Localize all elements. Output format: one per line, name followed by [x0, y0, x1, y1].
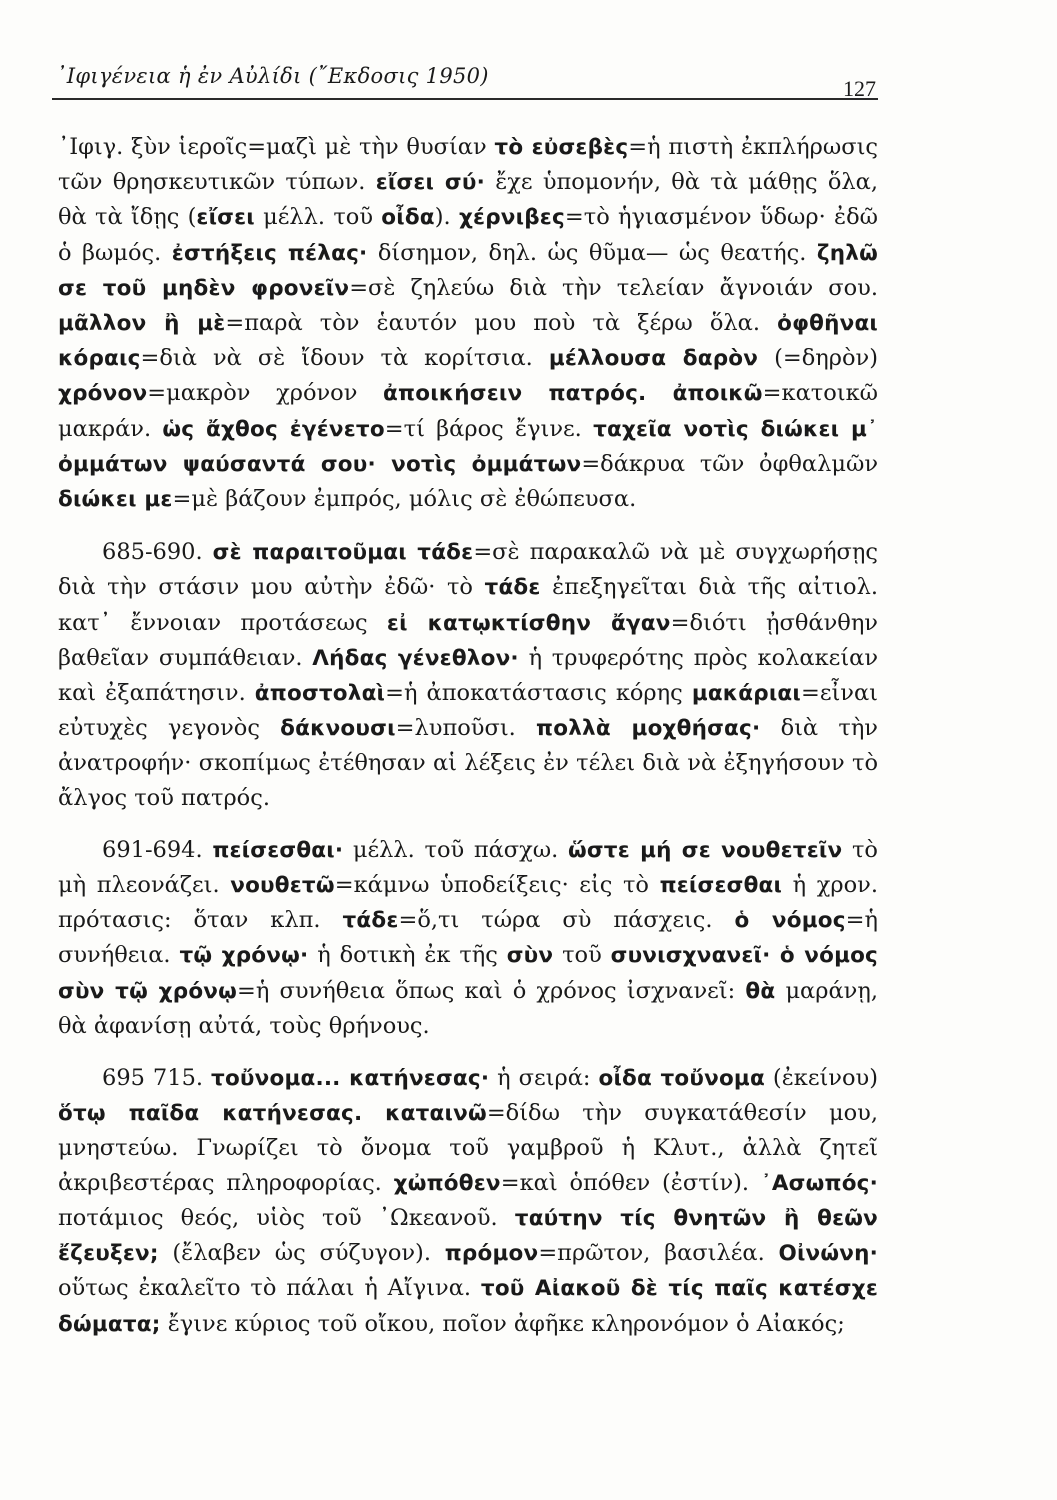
lemma-term: ὥστε μή σε νουθετεῖν: [567, 837, 843, 863]
lemma-term: νουθετῶ: [230, 873, 335, 899]
gloss-text: =ἡ συνήθεια.: [58, 907, 878, 969]
lemma-term: θὰ: [745, 978, 776, 1004]
lemma-term: πείσεσθαι·: [212, 837, 344, 863]
gloss-text: =τὸ ἡγιασμένον ὕδωρ· ἐδῶ ὁ βωμός.: [58, 204, 878, 266]
gloss-text: =καὶ ὁπόθεν (ἐστίν).: [500, 1169, 761, 1196]
gloss-text: =δάκρυα τῶν ὀφθαλμῶν: [581, 450, 879, 477]
lemma-term: εἴσει: [196, 205, 255, 231]
gloss-text: (=δηρὸν): [758, 345, 878, 372]
paragraph: [58, 130, 878, 517]
gloss-text: =διὰ νὰ σὲ ἴδουν τὰ κορίτσια.: [140, 345, 549, 372]
gloss-text: τὸ μὴ πλεονάζει.: [58, 836, 878, 899]
gloss-text: ἡ τρυφερότης πρὸς κολακείαν καὶ ἐξαπάτησιν.: [58, 644, 879, 707]
lemma-term: εἴσει σύ·: [375, 170, 485, 196]
page-number: 127: [843, 76, 876, 101]
gloss-text: ἐπεξηγεῖται διὰ τῆς αἰτιολ. κατ᾿ ἔννοιαν προτάσεως: [58, 574, 878, 636]
gloss-text: τοῦ: [553, 942, 611, 969]
gloss-text: =εἶναι εὐτυχὲς γεγονὸς: [58, 680, 878, 742]
lemma-term: ζηλῶ σε τοῦ μηδὲν φρονεῖν: [58, 240, 878, 301]
lemma-term: ταχεῖα νοτὶς διώκει μ᾿ ὀμμάτων ψαύσαντά σου· νοτὶς ὀμμάτων: [58, 416, 878, 477]
gloss-text: οὕτως ἐκαλεῖτο τὸ πάλαι ἡ Αἴγινα.: [58, 1275, 481, 1302]
gloss-text: ἡ δοτικὴ ἐκ τῆς: [308, 942, 507, 969]
lemma-term: πρόμον: [444, 1241, 539, 1267]
lemma-term: χρόνον: [58, 381, 148, 407]
lemma-term: διώκει με: [58, 487, 173, 513]
running-title: ᾿Ιφιγένεια ἡ ἐν Αὐλίδι (῎Εκδοσις 1950): [56, 64, 489, 88]
paragraph: [58, 535, 878, 815]
gloss-text: =παρὰ τὸν ἑαυτόν μου ποὺ τὰ ξέρω ὅλα.: [225, 310, 778, 337]
gloss-text: μέλλ. τοῦ: [254, 204, 382, 231]
gloss-text: =σὲ παρακαλῶ νὰ μὲ συγχωρήσῃς διὰ τὴν στάσιν μου αὐτὴν ἐδῶ· τὸ: [58, 539, 879, 601]
gloss-text: ποτάμιος θεός, υἱὸς τοῦ ᾿Ωκεανοῦ.: [58, 1204, 515, 1231]
lemma-term: μέλλουσα δαρὸν: [548, 346, 759, 372]
gloss-text: ἔγινε κύριος τοῦ οἴκου, ποῖον ἀφῆκε κληρονόμον ὁ Αἰακός;: [160, 1310, 845, 1337]
lemma-term: τάδε: [484, 575, 541, 601]
lemma-term: οἶδα τοὔνομα: [598, 1066, 765, 1092]
lemma-term: σὺν: [506, 943, 554, 969]
gloss-text: (ἐκείνου): [764, 1065, 878, 1092]
lemma-term: πολλὰ μοχθήσας·: [536, 716, 761, 742]
running-header: [52, 62, 876, 102]
gloss-text: =ὅ,τι τώρα σὺ πάσχεις.: [398, 907, 735, 934]
lemma-term: ἐστήξεις πέλας·: [171, 240, 368, 266]
lemma-term: Οἰνώνη·: [778, 1241, 878, 1267]
lemma-term: ὅτῳ παῖδα κατήνεσας. καταινῶ: [58, 1101, 487, 1127]
lemma-term: δάκνουσι: [280, 716, 396, 742]
lemma-term: ἀποστολαὶ: [254, 681, 386, 707]
gloss-text: =μὲ βάζουν ἐμπρός, μόλις σὲ ἐθώπευσα.: [172, 486, 637, 513]
lemma-term: τοὔνομα... κατήνεσας·: [211, 1066, 490, 1092]
gloss-text: ἡ χρον. πρότασις: ὅταν κλπ.: [58, 872, 878, 934]
lemma-term: τοῦ Αἰακοῦ δὲ τίς παῖς κατέσχε δώματα;: [58, 1276, 878, 1337]
lemma-term: χὠπόθεν: [393, 1170, 501, 1196]
gloss-text: δίσημον, δηλ. ὡς θῦμα— ὡς θεατής.: [367, 239, 817, 266]
gloss-text: =διότι ᾐσθάνθην βαθεῖαν συμπάθειαν.: [58, 609, 878, 671]
lemma-term: εἰ κατῳκτίσθην ἄγαν: [386, 610, 671, 636]
gloss-text: ).: [434, 204, 459, 231]
lemma-term: μακάριαι: [691, 681, 801, 707]
gloss-text: 685-690.: [102, 539, 213, 566]
lemma-term: χέρνιβες: [458, 205, 565, 231]
gloss-text: 695 715.: [102, 1065, 212, 1092]
gloss-text: =κατοικῶ μακράν.: [58, 380, 878, 442]
lemma-term: τὸ εὐσεβὲς: [494, 135, 629, 160]
gloss-text: =λυποῦσι.: [395, 715, 537, 742]
gloss-text: =ἡ συνήθεια ὅπως καὶ ὁ χρόνος ἰσχνανεῖ:: [237, 977, 746, 1004]
lemma-term: μᾶλλον ἢ μὲ: [58, 311, 226, 337]
lemma-term: πείσεσθαι: [659, 873, 783, 899]
gloss-text: =τί βάρος ἔγινε.: [384, 415, 594, 442]
gloss-text: 691-694.: [102, 836, 213, 863]
gloss-text: =μακρὸν χρόνον: [147, 380, 384, 407]
lemma-term: ταύτην τίς θνητῶν ἢ θεῶν ἔζευξεν;: [58, 1205, 878, 1267]
lemma-term: τάδε: [342, 908, 399, 934]
lemma-term: Λήδας γένεθλον·: [312, 645, 519, 671]
lemma-term: ᾿Ασωπός·: [760, 1170, 878, 1196]
commentary-body: [58, 130, 878, 1342]
gloss-text: =σὲ ζηλεύω διὰ τὴν τελείαν ἄγνοιάν σου.: [349, 274, 878, 301]
gloss-text: =δίδω τὴν συγκατάθεσίν μου, μνηστεύω. Γνωρίζει τὸ ὄνομα τοῦ γαμβροῦ ἡ Κλυτ., ἀλλὰ ζητεῖ ἀκριβεστέρας πληροφορίας.: [58, 1100, 878, 1196]
gloss-text: μέλλ. τοῦ πάσχω.: [343, 836, 568, 863]
lemma-term: ἀποικήσειν πατρός. ἀποικῶ: [383, 381, 763, 407]
lemma-term: σὲ παραιτοῦμαι τάδε: [212, 540, 474, 566]
gloss-text: =κάμνω ὑποδείξεις· εἰς τὸ: [334, 872, 660, 899]
lemma-term: τῷ χρόνῳ·: [179, 943, 309, 969]
gloss-text: ἔχε ὑπομονήν, θὰ τὰ μάθῃς ὅλα, θὰ τὰ ἴδῃς (: [58, 169, 879, 231]
gloss-text: μαράνῃ, θὰ ἀφανίσῃ αὐτά, τοὺς θρήνους.: [58, 977, 878, 1039]
gloss-text: =πρῶτον, βασιλέα.: [538, 1240, 779, 1267]
lemma-term: ὁ νόμος: [734, 908, 846, 934]
lemma-term: ὡς ἄχθος ἐγένετο: [162, 416, 385, 442]
paragraph: [58, 1061, 878, 1342]
header-rule: [52, 98, 878, 100]
gloss-text: =ἡ ἀποκατάστασις κόρης: [385, 680, 692, 707]
gloss-text: διὰ τὴν ἀνατροφήν· σκοπίμως ἐτέθησαν αἱ λέξεις ἐν τέλει διὰ νὰ ἐξηγήσουν τὸ ἄλγος τοῦ πατρός.: [58, 715, 878, 811]
gloss-text: ᾿Ιφιγ. ξὺν ἱεροῖς=μαζὶ μὲ τὴν θυσίαν: [58, 134, 495, 160]
lemma-term: οἶδα: [381, 205, 435, 231]
gloss-text: =ἡ πιστὴ ἐκπλήρωσις τῶν θρησκευτικῶν τύπων.: [58, 134, 878, 196]
paragraph: [58, 833, 878, 1043]
lemma-term: συνισχνανεῖ· ὁ νόμος σὺν τῷ χρόνῳ: [58, 943, 879, 1004]
gloss-text: (ἔλαβεν ὡς σύζυγον).: [158, 1240, 445, 1267]
lemma-term: ὀφθῆναι κόραις: [58, 311, 878, 372]
gloss-text: ἡ σειρά:: [489, 1065, 599, 1092]
